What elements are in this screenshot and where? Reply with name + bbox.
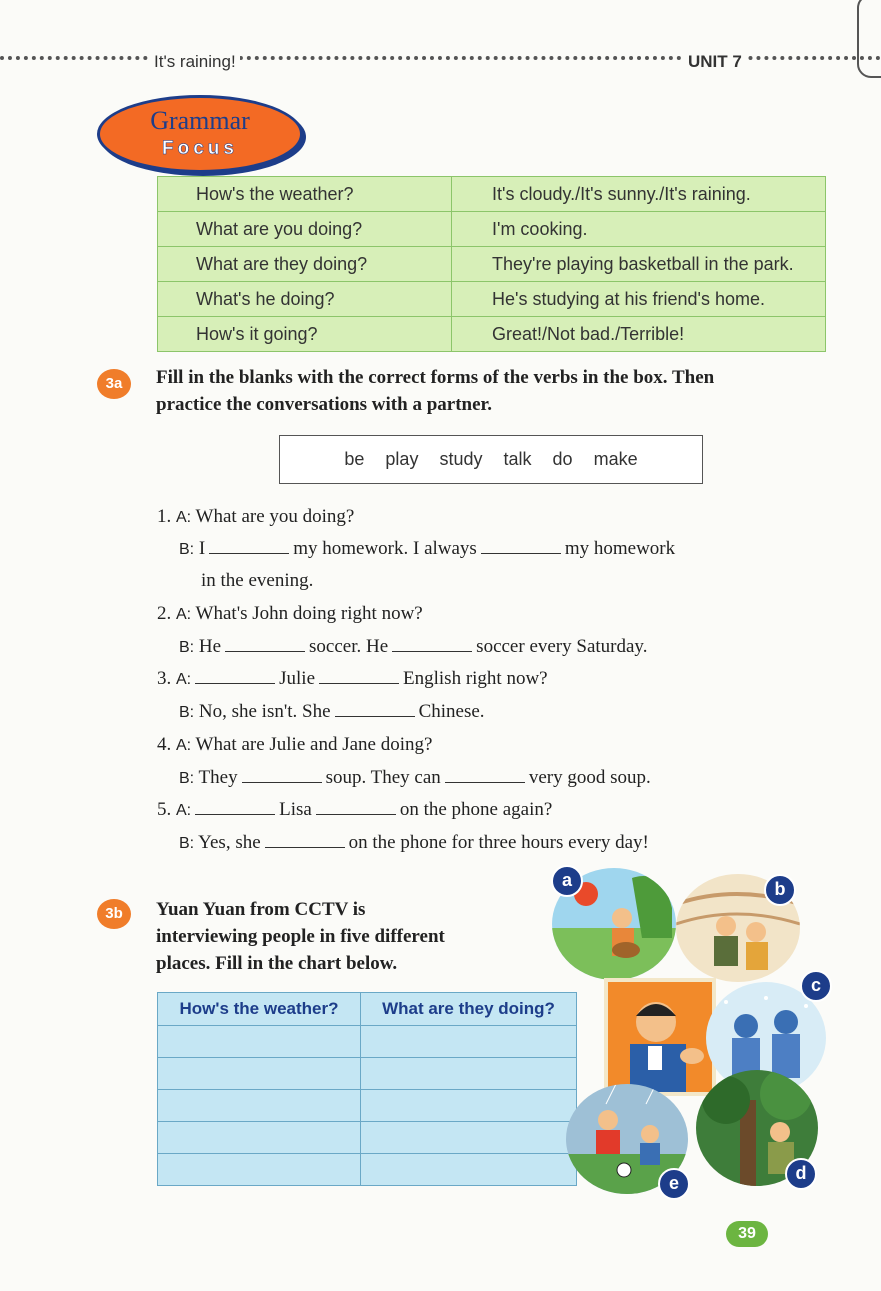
instruction-line: Yuan Yuan from CCTV is [156,899,366,920]
speaker-b: B: [179,770,195,787]
grammar-question: How's the weather? [158,177,452,212]
item-text: Chinese. [418,701,485,722]
speaker-a: A: [176,509,192,526]
grammar-table [157,176,826,352]
item-text: No, she isn't. She [198,701,331,722]
grammar-focus-title: Grammar [150,106,250,135]
speaker-a: A: [176,802,192,819]
speaker-a: A: [176,671,192,688]
item-number: 3. [157,668,172,689]
chart-cell[interactable] [361,1154,577,1186]
chart-cell[interactable] [361,1090,577,1122]
answer-blank[interactable] [481,552,561,554]
word-be: be [344,449,365,469]
item-text: soccer. He [309,636,389,657]
table-row [158,212,826,247]
word-make: make [593,449,638,469]
instruction-line: interviewing people in five different [156,926,445,947]
speaker-b: B: [179,704,195,721]
chart-cell[interactable] [361,1058,577,1090]
dotted-rule [0,56,881,60]
item-2a [157,603,423,625]
item-number: 5. [157,799,172,820]
item-text: Lisa [279,799,312,820]
picture-label-b: b [764,874,796,906]
answer-blank[interactable] [242,781,322,783]
answer-blank[interactable] [392,650,472,652]
grammar-question: How's it going? [158,317,452,352]
item-text: I [198,538,206,559]
item-text: on the phone for three hours every day! [348,832,649,853]
table-row [158,1122,577,1154]
grammar-question: What's he doing? [158,282,452,317]
item-4b [179,767,651,789]
item-1b-cont: in the evening. [201,570,314,591]
picture-label-e: e [658,1168,690,1200]
page-header [0,52,881,74]
item-text: on the phone again? [399,799,553,820]
item-text: What are you doing? [195,506,355,527]
item-text: He [198,636,222,657]
table-row [158,177,826,212]
table-row [158,317,826,352]
item-text: They [198,767,238,788]
table-row [158,1090,577,1122]
item-text: very good soup. [528,767,651,788]
item-text: English right now? [403,668,548,689]
instruction-line: places. Fill in the chart below. [156,953,398,974]
table-row [158,247,826,282]
answer-blank[interactable] [225,650,305,652]
item-text: my homework. I always [293,538,477,559]
exercise-3a-badge: 3a [97,369,131,399]
picture-label-d: d [785,1158,817,1190]
chart-cell[interactable] [158,1090,361,1122]
picture-label-c: c [800,970,832,1002]
chart-header-row [158,993,577,1026]
item-text: What are Julie and Jane doing? [195,734,433,755]
grammar-focus-badge [97,95,303,173]
item-4a [157,734,432,756]
item-2b [179,636,647,658]
reporter-portrait [604,978,716,1096]
word-box [279,435,703,484]
interview-chart [157,992,577,1186]
table-row [158,1026,577,1058]
page-corner-decoration [857,0,881,78]
table-row [158,1058,577,1090]
item-text: What's John doing right now? [195,603,423,624]
speaker-b: B: [179,639,195,656]
item-1b [179,538,675,560]
item-text: soccer every Saturday. [476,636,648,657]
word-study: study [439,449,483,469]
exercise-3b-instructions [156,896,445,977]
lesson-title: It's raining! [150,52,240,72]
answer-blank[interactable] [445,781,525,783]
exercise-3a-instructions [156,364,714,418]
item-3b [179,701,485,723]
item-1a [157,506,354,528]
speaker-a: A: [176,737,192,754]
weather-column-header: How's the weather? [158,993,361,1026]
item-number: 1. [157,506,172,527]
answer-blank[interactable] [319,682,399,684]
word-do: do [552,449,573,469]
grammar-question: What are they doing? [158,247,452,282]
picture-label-a: a [551,865,583,897]
answer-blank[interactable] [265,846,345,848]
exercise-3b-badge: 3b [97,899,131,929]
grammar-answer: It's cloudy./It's sunny./It's raining. [452,177,826,212]
chart-cell[interactable] [158,1026,361,1058]
page-number: 39 [726,1221,768,1247]
chart-cell[interactable] [158,1058,361,1090]
answer-blank[interactable] [209,552,289,554]
speaker-b: B: [179,541,195,558]
grammar-question: What are you doing? [158,212,452,247]
chart-cell[interactable] [158,1154,361,1186]
chart-cell[interactable] [361,1122,577,1154]
item-text: my homework [564,538,676,559]
answer-blank[interactable] [335,715,415,717]
grammar-answer: They're playing basketball in the park. [452,247,826,282]
answer-blank[interactable] [195,813,275,815]
item-text: Yes, she [198,832,261,853]
instruction-line: practice the conversations with a partner. [156,394,492,415]
answer-blank[interactable] [316,813,396,815]
unit-label: UNIT 7 [684,52,746,72]
item-number: 4. [157,734,172,755]
word-play: play [385,449,419,469]
item-number: 2. [157,603,172,624]
chart-cell[interactable] [361,1026,577,1058]
item-3a [157,668,548,690]
item-text: Julie [279,668,316,689]
table-row [158,1154,577,1186]
speaker-b: B: [179,835,195,852]
item-text: soup. They can [325,767,441,788]
grammar-focus-subtitle: Focus [162,138,238,159]
answer-blank[interactable] [195,682,275,684]
item-5a [157,799,552,821]
table-row [158,282,826,317]
item-5b [179,832,649,854]
word-talk: talk [503,449,532,469]
chart-cell[interactable] [158,1122,361,1154]
grammar-answer: He's studying at his friend's home. [452,282,826,317]
instruction-line: Fill in the blanks with the correct forms of the verbs in the box. Then [156,367,715,388]
grammar-answer: I'm cooking. [452,212,826,247]
grammar-answer: Great!/Not bad./Terrible! [452,317,826,352]
activity-column-header: What are they doing? [361,993,577,1026]
speaker-a: A: [176,606,192,623]
